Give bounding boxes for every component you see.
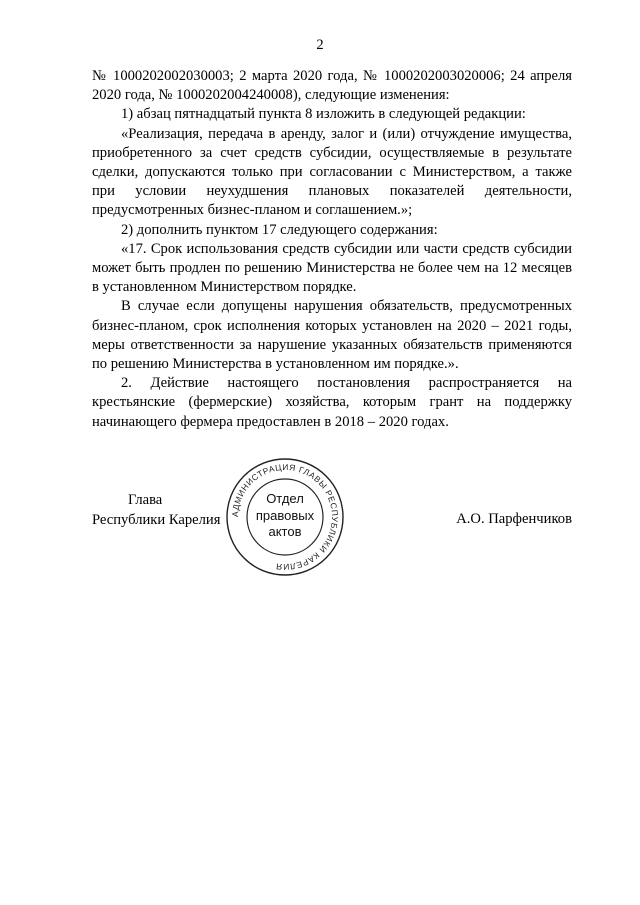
stamp-line1: Отдел [266,491,304,506]
paragraph: 2. Действие настоящего постановления распространяется на крестьянские (фермерские) хозяйства, которым грант на поддержку начинающего фермера предоставлен в 2018 – 2020 годах. [92,375,572,430]
page-number: 2 [316,37,324,53]
stamp-line3: актов [268,524,302,539]
official-stamp [224,456,346,578]
paragraph: «17. Срок использования средств субсидии или части средств субсидии может быть продлен по решению Министерства не более чем на 12 месяцев в установленном Министерством порядке. [92,240,572,296]
signatory-title-line2: Республики Карелия [92,512,221,528]
paragraph: 1) абзац пятнадцатый пункта 8 изложить в следующей редакции: [121,106,526,123]
stamp-seal-icon [224,456,346,578]
signatory-name: А.О. Парфенчиков [456,511,572,527]
document-body [92,67,572,432]
paragraph: «Реализация, передача в аренду, залог и (или) отчуждение имущества, приобретенного за счет средств субсидии, осуществляемые в результате сделки, допускаются только при согласовании с Министерством, а также при условии неухудшения плановых показателей деятельности, предусмотренных бизнес-планом и соглашением.»; [92,125,572,219]
stamp-ring-text: АДМИНИСТРАЦИЯ ГЛАВЫ РЕСПУБЛИКИ КАРЕЛИЯ [229,461,341,573]
paragraph: В случае если допущены нарушения обязательств, предусмотренных бизнес-планом, срок исполнения которых установлен на 2020 – 2021 годы, меры ответственности за нарушение указанных обязательств применяются по решению Министерства в установленном им порядке.». [92,298,572,373]
stamp-line2: правовых [255,508,315,523]
paragraph: № 1000202002030003; 2 марта 2020 года, № 1000202003020006; 24 апреля 2020 года, № 1000202004240008), следующие изменения: [92,68,572,104]
paragraph: 2) дополнить пунктом 17 следующего содержания: [121,221,438,238]
signatory-title-line1: Глава [128,492,163,508]
